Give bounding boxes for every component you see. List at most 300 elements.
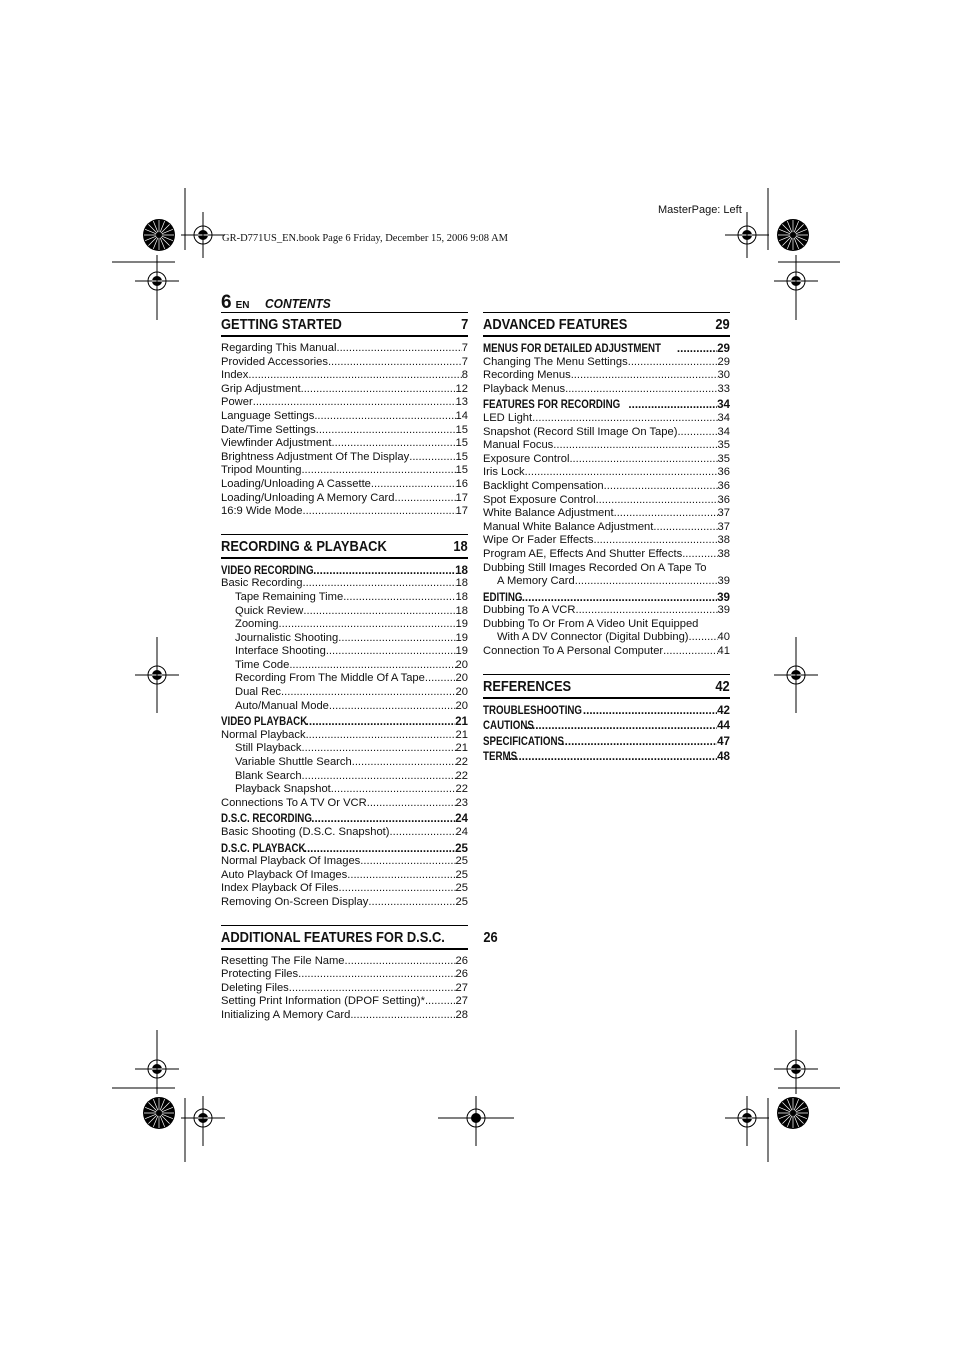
entry-page: 18	[455, 563, 468, 577]
leader-dots	[289, 982, 456, 996]
entry-page: 20	[455, 672, 468, 685]
section-page: 42	[715, 677, 730, 695]
leader-dots	[663, 645, 717, 659]
entry-label: MENUS FOR DETAILED ADJUSTMENT	[483, 342, 662, 355]
entry-label: Exposure Control	[483, 452, 570, 465]
leader-dots	[343, 591, 455, 605]
toc-entry[interactable]	[483, 480, 730, 494]
entry-page: 39	[717, 590, 730, 604]
entry-label: Provided Accessories	[221, 355, 328, 368]
entry-page: 7	[461, 355, 468, 368]
leader-dots	[525, 466, 718, 480]
entry-label: VIDEO RECORDING	[221, 563, 314, 577]
entry-page: 29	[717, 355, 730, 368]
entry-page: 7	[461, 342, 468, 354]
entry-label: Connections To A TV Or VCR	[221, 796, 367, 809]
toc-subheading[interactable]	[483, 704, 730, 718]
entry-page: 25	[455, 882, 468, 895]
leader-dots	[302, 770, 456, 784]
toc-entry[interactable]	[221, 451, 468, 465]
leader-dots	[289, 659, 455, 673]
toc-entry[interactable]	[221, 686, 468, 700]
toc-entry[interactable]	[483, 534, 730, 548]
entry-page: 15	[455, 464, 468, 477]
toc-subheading[interactable]	[483, 398, 730, 412]
toc-entry[interactable]	[221, 396, 468, 410]
toc-entry[interactable]	[221, 632, 468, 646]
leader-dots	[677, 426, 717, 440]
section-heading	[483, 312, 730, 337]
leader-dots	[302, 577, 455, 591]
leader-dots	[596, 494, 718, 508]
entry-page: 25	[455, 855, 468, 868]
toc-entry[interactable]	[483, 548, 730, 562]
entry-page: 15	[455, 423, 468, 436]
toc-entry[interactable]	[221, 770, 468, 784]
entry-label: SPECIFICATIONS	[483, 734, 564, 748]
entry-page: 15	[455, 450, 468, 463]
toc-entry[interactable]	[221, 797, 468, 811]
entry-label: Resetting The File Name	[221, 954, 345, 967]
toc-entry[interactable]	[483, 356, 730, 370]
entry-label: Tripod Mounting	[221, 464, 302, 477]
toc-entry[interactable]	[221, 955, 468, 969]
entry-label: Loading/Unloading A Memory Card	[221, 491, 395, 504]
entry-page: 27	[455, 981, 468, 994]
toc-entry[interactable]	[221, 464, 468, 478]
entry-page: 18	[455, 604, 468, 617]
entry-page: 34	[717, 425, 730, 438]
leader-dots	[345, 955, 456, 969]
entry-label: Grip Adjustment	[221, 382, 301, 395]
entry-page: 22	[455, 769, 468, 782]
entry-page: 22	[455, 783, 468, 796]
leader-dots	[395, 492, 456, 506]
leader-dots	[367, 797, 456, 811]
toc-entry[interactable]	[221, 618, 468, 632]
section-title: REFERENCES	[483, 677, 572, 695]
leader-dots	[425, 672, 456, 686]
entry-page: 25	[455, 895, 468, 908]
leader-dots	[565, 383, 717, 397]
leader-dots	[653, 521, 717, 535]
section-title: RECORDING & PLAYBACK	[221, 537, 387, 555]
entry-label: Deleting Files	[221, 981, 289, 994]
entry-label: Dubbing To Or From A Video Unit Equipped	[483, 617, 699, 630]
leader-dots	[301, 464, 455, 478]
entry-label: Blank Search	[235, 769, 302, 782]
leader-dots	[553, 439, 717, 453]
entry-page: 25	[455, 868, 468, 881]
leader-dots	[306, 729, 456, 743]
entry-label: Normal Playback Of Images	[221, 855, 361, 868]
page-title: CONTENTS	[265, 296, 332, 311]
toc-section	[483, 312, 730, 659]
leader-dots	[347, 869, 455, 883]
entry-page: 44	[717, 719, 730, 733]
toc-entry[interactable]	[483, 412, 730, 426]
toc-entry[interactable]	[483, 453, 730, 467]
entry-page: 30	[717, 369, 730, 382]
entry-page: 36	[717, 466, 730, 479]
toc-entry[interactable]	[483, 521, 730, 535]
entry-label: Auto/Manual Mode	[235, 699, 329, 712]
entry-label: Connection To A Personal Computer	[483, 645, 664, 658]
leader-dots	[253, 396, 456, 410]
entry-label: Iris Lock	[483, 466, 525, 479]
section-page: 29	[715, 316, 730, 333]
toc-entry[interactable]	[483, 439, 730, 453]
entry-label: D.S.C. RECORDING	[221, 812, 312, 826]
toc-entry[interactable]	[221, 505, 468, 519]
leader-dots	[316, 424, 456, 438]
toc-entry[interactable]	[221, 659, 468, 673]
entry-page: 33	[717, 382, 730, 395]
leader-dots	[314, 410, 455, 424]
toc-entry[interactable]	[221, 605, 468, 619]
entry-label: Program AE, Effects And Shutter Effects	[483, 547, 683, 560]
entry-label: Initializing A Memory Card	[221, 1008, 351, 1021]
leader-dots	[336, 342, 461, 356]
leader-dots	[614, 507, 718, 521]
entry-label: Backlight Compensation	[483, 479, 604, 492]
leader-dots	[506, 750, 718, 764]
entry-label: Changing The Menu Settings	[483, 355, 628, 368]
entry-label: Protecting Files	[221, 968, 299, 981]
toc-entry[interactable]	[221, 672, 468, 686]
entry-label: Variable Shuttle Search	[235, 756, 352, 769]
entry-page: 13	[455, 396, 468, 409]
toc-entry[interactable]	[483, 369, 730, 383]
leader-dots	[301, 383, 456, 397]
toc-entry[interactable]	[221, 869, 468, 883]
section-title: GETTING STARTED	[221, 316, 342, 333]
entry-label: D.S.C. PLAYBACK	[221, 841, 306, 855]
toc-left-column	[221, 312, 498, 1038]
leader-dots	[248, 369, 461, 383]
leader-dots	[360, 855, 455, 869]
toc-entry[interactable]	[483, 645, 730, 659]
entry-label: Normal Playback	[221, 728, 306, 741]
entry-page: 29	[717, 342, 730, 355]
toc-subheading[interactable]	[483, 342, 730, 356]
entry-page: 27	[455, 995, 468, 1008]
leader-dots	[628, 356, 718, 370]
entry-label: With A DV Connector (Digital Dubbing)	[497, 631, 689, 644]
toc-entry[interactable]	[483, 631, 730, 645]
section-title: ADVANCED FEATURES	[483, 316, 628, 333]
leader-dots	[303, 605, 455, 619]
entry-label: Basic Recording	[221, 577, 303, 590]
entry-label: TERMS	[483, 750, 518, 764]
entry-page: 35	[717, 452, 730, 465]
toc-entry[interactable]	[483, 618, 730, 632]
leader-dots	[571, 369, 718, 383]
entry-page: 12	[455, 382, 468, 395]
entry-page: 21	[455, 728, 468, 741]
leader-dots	[329, 700, 456, 714]
toc-section	[221, 312, 468, 519]
toc-entry[interactable]	[221, 356, 468, 370]
toc-entry[interactable]	[221, 1009, 468, 1023]
entry-page: 48	[717, 750, 730, 764]
leader-dots	[368, 896, 455, 910]
leader-dots	[526, 719, 718, 733]
toc-entry[interactable]	[221, 410, 468, 424]
section-page: 26	[483, 928, 498, 946]
toc-entry[interactable]	[483, 507, 730, 521]
entry-label: Zooming	[235, 618, 279, 631]
toc-entry[interactable]	[483, 466, 730, 480]
entry-label: Playback Snapshot	[235, 783, 331, 796]
leader-dots	[390, 826, 456, 840]
entry-page: 19	[455, 631, 468, 644]
leader-dots	[304, 842, 455, 856]
page-header	[221, 292, 337, 314]
entry-label: EDITING	[483, 590, 523, 604]
section-page: 18	[453, 537, 468, 555]
toc-entry[interactable]	[221, 383, 468, 397]
entry-label: Index	[221, 369, 249, 382]
entry-page: 21	[455, 715, 468, 729]
entry-page: 25	[455, 841, 468, 855]
leader-dots	[575, 575, 718, 589]
leader-dots	[628, 398, 717, 412]
entry-page: 24	[455, 826, 468, 838]
leader-dots	[583, 704, 717, 718]
section-heading	[221, 534, 468, 559]
toc-entry[interactable]	[221, 882, 468, 896]
leader-dots	[284, 686, 455, 700]
entry-page: 26	[455, 954, 468, 967]
toc-subheading[interactable]	[483, 735, 730, 749]
entry-page: 26	[455, 968, 468, 981]
entry-label: Viewfinder Adjustment	[221, 437, 332, 450]
leader-dots	[338, 632, 455, 646]
entry-label: TROUBLESHOOTING	[483, 703, 583, 717]
toc-subheading[interactable]	[221, 715, 468, 729]
section-title: ADDITIONAL FEATURES FOR D.S.C.	[221, 928, 445, 946]
leader-dots	[302, 505, 455, 519]
toc-section	[483, 674, 730, 764]
entry-label: Basic Shooting (D.S.C. Snapshot)	[221, 826, 390, 838]
toc-section	[221, 534, 468, 910]
entry-page: 15	[455, 437, 468, 450]
entry-page: 41	[717, 645, 730, 658]
entry-page: 14	[455, 409, 468, 422]
leader-dots	[677, 342, 717, 356]
toc-entry[interactable]	[221, 995, 468, 1009]
entry-page: 18	[455, 590, 468, 603]
entry-label: CAUTIONS	[483, 719, 534, 733]
entry-page: 17	[455, 491, 468, 504]
entry-page: 38	[717, 547, 730, 560]
page-number: 6	[221, 292, 232, 313]
section-heading	[483, 674, 730, 699]
entry-label: Manual Focus	[483, 439, 554, 452]
entry-page: 40	[717, 631, 730, 644]
entry-page: 17	[455, 505, 468, 518]
leader-dots	[512, 591, 717, 605]
leader-dots	[328, 356, 462, 370]
leader-dots	[339, 882, 456, 896]
leader-dots	[313, 564, 455, 578]
entry-page: 35	[717, 439, 730, 452]
entry-page: 37	[717, 520, 730, 533]
entry-page: 21	[455, 742, 468, 755]
entry-label: FEATURES FOR RECORDING	[483, 398, 621, 412]
entry-label: Quick Review	[235, 604, 304, 617]
entry-label: Auto Playback Of Images	[221, 868, 348, 881]
leader-dots	[593, 534, 717, 548]
toc-entry[interactable]	[221, 968, 468, 982]
toc-entry[interactable]	[221, 826, 468, 840]
section-heading	[221, 312, 468, 337]
leader-dots	[561, 735, 717, 749]
toc-entry[interactable]	[483, 494, 730, 508]
leader-dots	[604, 480, 718, 494]
toc-entry[interactable]	[483, 426, 730, 440]
entry-label: Still Playback	[235, 742, 302, 755]
toc-entry[interactable]	[221, 342, 468, 356]
toc-subheading[interactable]	[221, 842, 468, 856]
toc-entry[interactable]	[483, 562, 730, 576]
entry-label: VIDEO PLAYBACK	[221, 715, 308, 729]
leader-dots	[371, 478, 456, 492]
entry-page: 20	[455, 699, 468, 712]
leader-dots	[311, 812, 455, 826]
entry-page: 18	[455, 577, 468, 590]
leader-dots	[326, 645, 456, 659]
toc-entry[interactable]	[221, 577, 468, 591]
entry-label: Wipe Or Fader Effects	[483, 534, 594, 547]
entry-page: 8	[461, 369, 468, 382]
entry-label: Spot Exposure Control	[483, 493, 596, 506]
toc-subheading[interactable]	[221, 564, 468, 578]
entry-page: 47	[717, 734, 730, 748]
language-code: EN	[235, 300, 250, 311]
section-page: 7	[460, 316, 468, 333]
leader-dots	[689, 631, 718, 645]
entry-label: Setting Print Information (DPOF Setting)*	[221, 995, 425, 1008]
entry-page: 23	[455, 796, 468, 809]
entry-page: 37	[717, 507, 730, 520]
entry-label: LED Light	[483, 411, 533, 424]
entry-page: 19	[455, 618, 468, 631]
entry-label: Manual White Balance Adjustment	[483, 520, 654, 533]
toc-entry[interactable]	[483, 575, 730, 589]
toc-subheading[interactable]	[483, 719, 730, 733]
leader-dots	[352, 756, 456, 770]
leader-dots	[425, 995, 456, 1009]
entry-label: Date/Time Settings	[221, 423, 316, 436]
entry-label: A Memory Card	[497, 575, 575, 588]
leader-dots	[682, 548, 717, 562]
toc-entry[interactable]	[221, 478, 468, 492]
toc-entry[interactable]	[221, 783, 468, 797]
toc-entry[interactable]	[221, 492, 468, 506]
entry-label: Snapshot (Record Still Image On Tape)	[483, 425, 678, 438]
entry-label: Dubbing Still Images Recorded On A Tape To	[483, 561, 707, 574]
entry-label: Recording Menus	[483, 369, 571, 382]
toc-section	[221, 925, 498, 1023]
leader-dots	[279, 618, 456, 632]
leader-dots	[532, 412, 717, 426]
entry-page: 20	[455, 658, 468, 671]
entry-label: Regarding This Manual	[221, 342, 337, 354]
toc-entry[interactable]	[221, 742, 468, 756]
entry-label: Interface Shooting	[235, 645, 326, 658]
toc-subheading[interactable]	[221, 812, 468, 826]
toc-entry[interactable]	[221, 855, 468, 869]
entry-page: 38	[717, 534, 730, 547]
entry-page: 34	[717, 411, 730, 424]
toc-subheading[interactable]	[483, 591, 730, 605]
entry-label: 16:9 Wide Mode	[221, 505, 303, 518]
entry-page: 36	[717, 479, 730, 492]
entry-label: White Balance Adjustment	[483, 507, 614, 520]
leader-dots	[302, 742, 456, 756]
toc-subheading[interactable]	[483, 750, 730, 764]
entry-page: 20	[455, 686, 468, 699]
toc-entry[interactable]	[221, 700, 468, 714]
entry-label: Index Playback Of Files	[221, 882, 339, 895]
leader-dots	[332, 437, 456, 451]
toc-entry[interactable]	[221, 591, 468, 605]
entry-label: Recording From The Middle Of A Tape	[235, 672, 425, 685]
toc-entry[interactable]	[483, 604, 730, 618]
entry-label: Power	[221, 396, 253, 409]
leader-dots	[298, 968, 455, 982]
entry-label: Loading/Unloading A Cassette	[221, 477, 371, 490]
entry-label: Journalistic Shooting	[235, 631, 339, 644]
entry-label: Time Code	[235, 658, 290, 671]
entry-label: Tape Remaining Time	[235, 590, 344, 603]
toc-entry[interactable]	[221, 437, 468, 451]
entry-page: 34	[717, 398, 730, 412]
toc-entry[interactable]	[221, 424, 468, 438]
entry-page: 19	[455, 645, 468, 658]
leader-dots	[409, 451, 455, 465]
entry-page: 16	[455, 477, 468, 490]
toc-entry[interactable]	[221, 756, 468, 770]
toc-entry[interactable]	[221, 645, 468, 659]
leader-dots	[306, 715, 455, 729]
entry-page: 36	[717, 493, 730, 506]
entry-label: Brightness Adjustment Of The Display	[221, 450, 410, 463]
toc-entry[interactable]	[221, 369, 468, 383]
toc-entry[interactable]	[221, 896, 468, 910]
entry-label: Dubbing To A VCR	[483, 604, 576, 617]
toc-entry[interactable]	[221, 982, 468, 996]
entry-label: Removing On-Screen Display	[221, 895, 369, 908]
book-info-line: GR-D771US_EN.book Page 6 Friday, December 15, 2006 9:08 AM	[222, 233, 508, 244]
section-heading	[221, 925, 498, 950]
entry-label: Playback Menus	[483, 382, 566, 395]
leader-dots	[575, 604, 717, 618]
leader-dots	[569, 453, 717, 467]
toc-entry[interactable]	[483, 383, 730, 397]
entry-page: 39	[717, 604, 730, 617]
entry-page: 24	[455, 812, 468, 826]
leader-dots	[331, 783, 456, 797]
entry-label: Language Settings	[221, 409, 315, 422]
entry-label: Dual Rec.	[235, 686, 285, 699]
entry-page: 42	[717, 703, 730, 717]
toc-entry[interactable]	[221, 729, 468, 743]
entry-page: 39	[717, 575, 730, 588]
masterpage-label: MasterPage: Left	[658, 204, 742, 216]
